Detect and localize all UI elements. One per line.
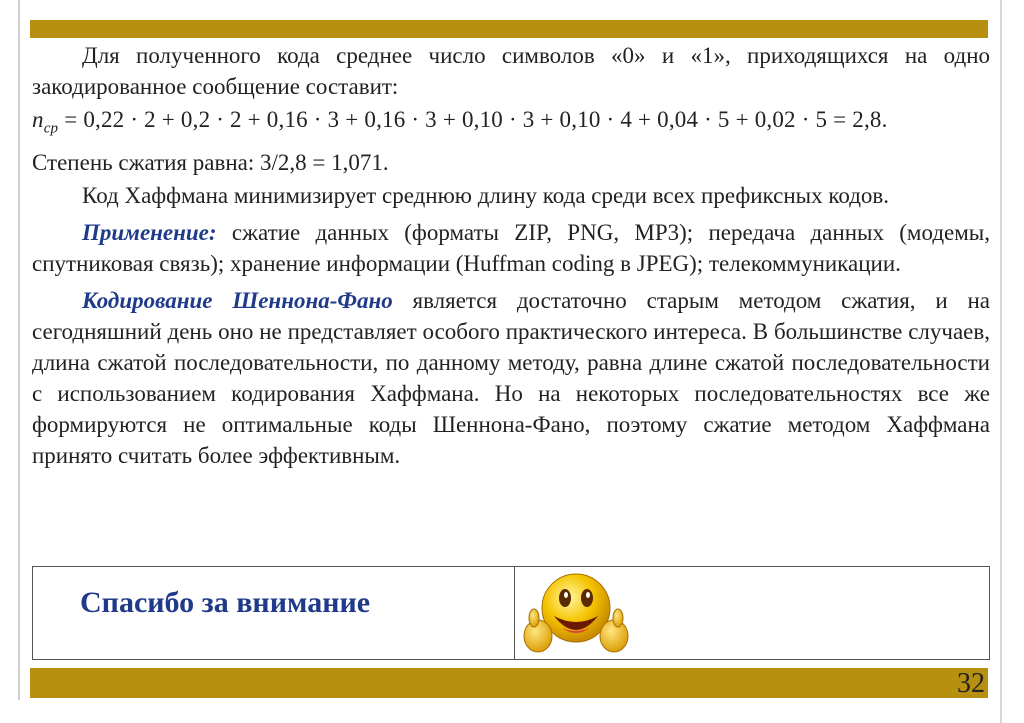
paragraph-shannon-fano — [32, 285, 990, 471]
thumbs-up-smiley-icon — [520, 568, 632, 660]
application-label: Применение: — [82, 219, 217, 245]
right-frame-line — [1000, 0, 1002, 723]
formula-variable: n — [32, 107, 44, 132]
compression-label: Степень сжатия равна: — [32, 149, 260, 175]
paragraph-average-length: Для полученного кода среднее число символов «0» и «1», приходящихся на одно закодированное сообщение составит: — [32, 43, 990, 99]
application-text: сжатие данных (форматы ZIP, PNG, MP3); передача данных (модемы, спутниковая связь); хранение информации (Huffman coding в JPEG); телекоммуникации. — [32, 219, 990, 276]
compression-ratio-line — [32, 147, 990, 178]
slide-number: 32 — [957, 668, 985, 699]
left-frame-line — [18, 0, 20, 700]
thanks-text: Спасибо за внимание — [80, 586, 371, 619]
compression-formula: 3/2,8 = 1,071. — [260, 149, 389, 175]
bottom-decorative-bar — [30, 668, 988, 698]
top-decorative-bar — [30, 20, 988, 38]
paragraph-application — [32, 217, 990, 279]
formula-expression: = 0,22 · 2 + 0,2 · 2 + 0,16 · 3 + 0,16 · 3 + 0,10 · 3 + 0,10 · 4 + 0,04 · 5 + 0,02 · 5 = 2,8. — [58, 107, 888, 132]
slide-content — [32, 40, 990, 471]
paragraph-huffman-minimizes: Код Хаффмана минимизирует среднюю длину кода среди всех префиксных кодов. — [82, 182, 890, 208]
formula-subscript: ср — [43, 120, 59, 137]
shannon-fano-text: является достаточно старым методом сжатия, и на сегодняшний день оно не представляет особого практического интереса. В большинстве случаев, длина сжатой последовательности, по данному методу, равна длине сжатой последовательности с использованием кодирования Хаффмана. Но на некоторых последовательностях все же формируются не оптимальные коды Шеннона-Фано, поэтому сжатие методом Хаффмана принято считать более эффективным. — [32, 287, 990, 468]
average-length-formula — [32, 104, 990, 145]
shannon-fano-label: Кодирование Шеннона-Фано — [82, 287, 393, 313]
